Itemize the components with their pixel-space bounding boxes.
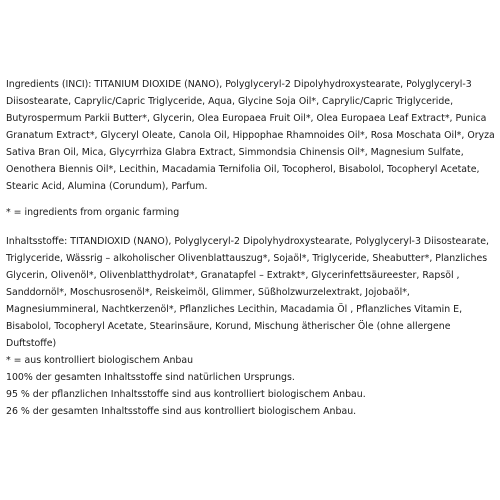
total-organic-percent-note: 26 % der gesamten Inhaltsstoffe sind aus kontrolliert biologischem Anbau. — [6, 406, 357, 417]
plant-organic-percent-note: 95 % der pflanzlichen Inhaltsstoffe sind aus kontrolliert biologischem Anbau. — [6, 389, 366, 400]
organic-note-german: * = aus kontrolliert biologischem Anbau — [6, 355, 194, 366]
natural-origin-note: 100% der gesamten Inhaltsstoffe sind natürlichen Ursprungs. — [6, 372, 295, 383]
ingredients-german-paragraph: Inhaltsstoffe: TITANDIOXID (NANO), Polyglyceryl-2 Dipolyhydroxystearate, Polyglyceryl-3 Diisostearate, Triglyceride, Wässrig – alkoholischer Olivenblattauszug*, Sojaöl*, Triglyceride, Sheabutter*, Planzliches Glycerin, Olivenöl*, Olivenblatthydrolat*, Granatapfel – Extrakt*, Glycerinfettsäureester, Rapsöl , Sanddornöl*, Moschusrosenöl*, Reiskeimöl, Glimmer, Süßholzwurzelextrakt, Jojobaöl*, Magnesiummineral, Nachtkerzenöl*, Pflanzliches Lecithin, Macadamia Öl , Pflanzliches Vitamin E, Bisabolol, Tocopheryl Acetate, Stearinsäure, Korund, Mischung ätherischer Öle (ohne allergene Duftstoffe) — [6, 236, 490, 349]
organic-farming-note-english: * = ingredients from organic farming — [6, 207, 180, 218]
ingredients-english-paragraph: Ingredients (INCI): TITANIUM DIOXIDE (NANO), Polyglyceryl-2 Dipolyhydroxystearate, Polyglyceryl-3 Diisostearate, Caprylic/Capric Triglyceride, Aqua, Glycine Soja Oil*, Caprylic/Capric Triglyceride, Butyrospermum Parkii Butter*, Glycerin, Olea Europaea Fruit Oil*, Olea Europaea Leaf Extract*, Punica Granatum Extract*, Glyceryl Oleate, Canola Oil, Hippophae Rhamnoides Oil*, Rosa Moschata Oil*, Oryza Sativa Bran Oil, Mica, Glycyrrhiza Glabra Extract, Simmondsia Chinensis Oil*, Magnesium Sulfate, Oenothera Biennis Oil*, Lecithin, Macadamia Ternifolia Oil, Tocopherol, Bisabolol, Tocopheryl Acetate, Stearic Acid, Alumina (Corundum), Parfum. — [6, 79, 495, 192]
german-notes — [6, 352, 496, 420]
